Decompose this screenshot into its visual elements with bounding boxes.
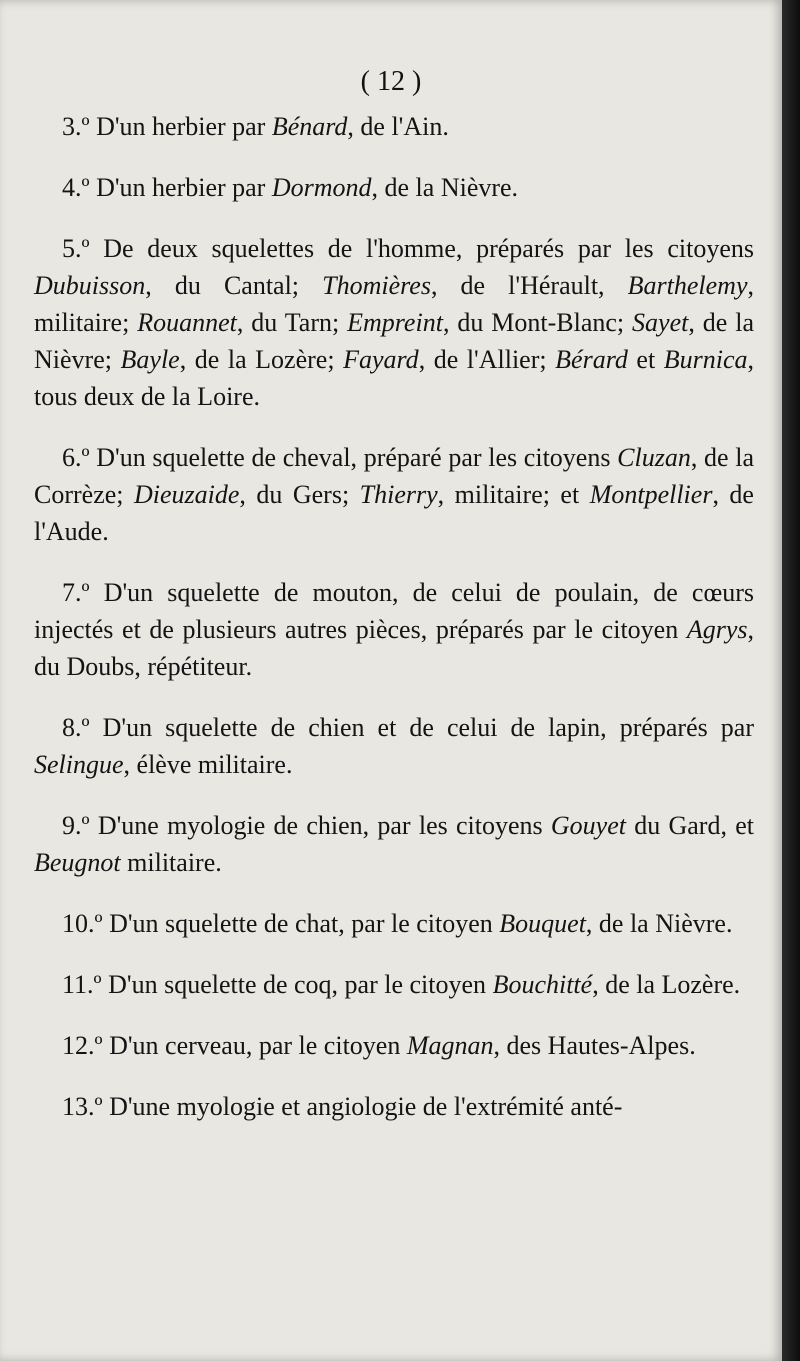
person-name: Montpellier bbox=[589, 480, 713, 509]
person-name: Bérard bbox=[555, 345, 628, 374]
list-item bbox=[34, 108, 754, 145]
entry-text: , du Cantal; bbox=[145, 271, 323, 300]
list-item bbox=[34, 966, 754, 1003]
entry-text: du Gard, et bbox=[625, 811, 754, 840]
list-item bbox=[34, 230, 754, 415]
person-name: Cluzan bbox=[617, 443, 691, 472]
person-name: Rouannet bbox=[137, 308, 237, 337]
list-item bbox=[34, 439, 754, 550]
entry-text: , du Tarn; bbox=[236, 308, 348, 337]
entry-text: , des Hautes-Alpes. bbox=[493, 1031, 696, 1060]
person-name: Sayet bbox=[632, 308, 689, 337]
person-name: Bouchitté bbox=[492, 970, 593, 999]
entry-text: militaire. bbox=[120, 848, 222, 877]
person-name: Barthelemy bbox=[627, 271, 748, 300]
page-number-header: ( 12 ) bbox=[360, 66, 422, 97]
person-name: Agrys bbox=[686, 615, 748, 644]
entry-text: D'un squelette de mouton, de celui de poulain, de cœurs injectés et de plusieurs autres pièces, préparés par le citoyen bbox=[34, 578, 754, 644]
list-item bbox=[34, 1027, 754, 1064]
entry-number: 6.º bbox=[62, 443, 90, 472]
entry-text: , de la Lozère; bbox=[179, 345, 344, 374]
entry-text: D'un cerveau, par le citoyen bbox=[102, 1031, 407, 1060]
entry-text: , élève militaire. bbox=[123, 750, 293, 779]
list-item bbox=[34, 905, 754, 942]
entry-text: , de l'Allier; bbox=[418, 345, 556, 374]
entry-text: D'un squelette de chien et de celui de lapin, préparés par bbox=[89, 713, 754, 742]
entry-text: , militaire; bbox=[34, 271, 754, 337]
entry-text: , tous deux de la Loire. bbox=[34, 345, 755, 411]
entry-text: , du Gers; bbox=[239, 480, 360, 509]
person-name: Dubuisson bbox=[34, 271, 146, 300]
entry-list bbox=[34, 108, 754, 1149]
entry-text: , de l'Hérault, bbox=[430, 271, 628, 300]
entry-text: , du Mont-Blanc; bbox=[442, 308, 633, 337]
entry-text: D'un herbier par bbox=[89, 173, 272, 202]
entry-number: 4.º bbox=[62, 173, 90, 202]
person-name: Thierry bbox=[359, 480, 438, 509]
entry-text: , de l'Aude. bbox=[34, 480, 754, 546]
person-name: Burnica bbox=[663, 345, 748, 374]
entry-number: 8.º bbox=[62, 713, 90, 742]
entry-text: D'un squelette de chat, par le citoyen bbox=[102, 909, 500, 938]
entry-text: D'un squelette de cheval, préparé par les citoyens bbox=[89, 443, 618, 472]
person-name: Bénard bbox=[271, 112, 348, 141]
entry-text: , militaire; et bbox=[437, 480, 590, 509]
person-name: Dormond bbox=[271, 173, 372, 202]
list-item bbox=[34, 1088, 754, 1125]
person-name: Thomières bbox=[322, 271, 431, 300]
entry-number: 5.º bbox=[62, 234, 90, 263]
list-item bbox=[34, 709, 754, 783]
list-item bbox=[34, 169, 754, 206]
entry-text: D'une myologie et angiologie de l'extrémité anté- bbox=[102, 1092, 623, 1121]
entry-text: D'une myologie de chien, par les citoyens bbox=[89, 811, 551, 840]
entry-text: et bbox=[627, 345, 664, 374]
entry-text: , de la Lozère. bbox=[592, 970, 741, 999]
entry-text: , de la Corrèze; bbox=[34, 443, 754, 509]
person-name: Bouquet bbox=[499, 909, 586, 938]
entry-text: D'un herbier par bbox=[89, 112, 272, 141]
book-spine bbox=[782, 0, 800, 1361]
person-name: Empreint bbox=[347, 308, 443, 337]
person-name: Bayle bbox=[120, 345, 180, 374]
entry-number: 9.º bbox=[62, 811, 90, 840]
entry-text: , de l'Ain. bbox=[347, 112, 449, 141]
person-name: Magnan bbox=[406, 1031, 494, 1060]
person-name: Gouyet bbox=[550, 811, 626, 840]
list-item bbox=[34, 574, 754, 685]
entry-number: 11.º bbox=[62, 970, 102, 999]
entry-text: , de la Nièvre; bbox=[34, 308, 754, 374]
entry-text: D'un squelette de coq, par le citoyen bbox=[101, 970, 493, 999]
person-name: Fayard bbox=[343, 345, 419, 374]
entry-text: De deux squelettes de l'homme, préparés par les citoyens bbox=[89, 234, 754, 263]
entry-number: 10.º bbox=[62, 909, 103, 938]
person-name: Beugnot bbox=[34, 848, 121, 877]
entry-number: 7.º bbox=[62, 578, 90, 607]
person-name: Dieuzaide bbox=[133, 480, 240, 509]
list-item bbox=[34, 807, 754, 881]
entry-number: 12.º bbox=[62, 1031, 103, 1060]
entry-text: , de la Nièvre. bbox=[585, 909, 733, 938]
entry-text: , de la Nièvre. bbox=[371, 173, 519, 202]
person-name: Selingue bbox=[34, 750, 124, 779]
entry-number: 3.º bbox=[62, 112, 90, 141]
entry-number: 13.º bbox=[62, 1092, 103, 1121]
entry-text: , du Doubs, répétiteur. bbox=[34, 615, 754, 681]
